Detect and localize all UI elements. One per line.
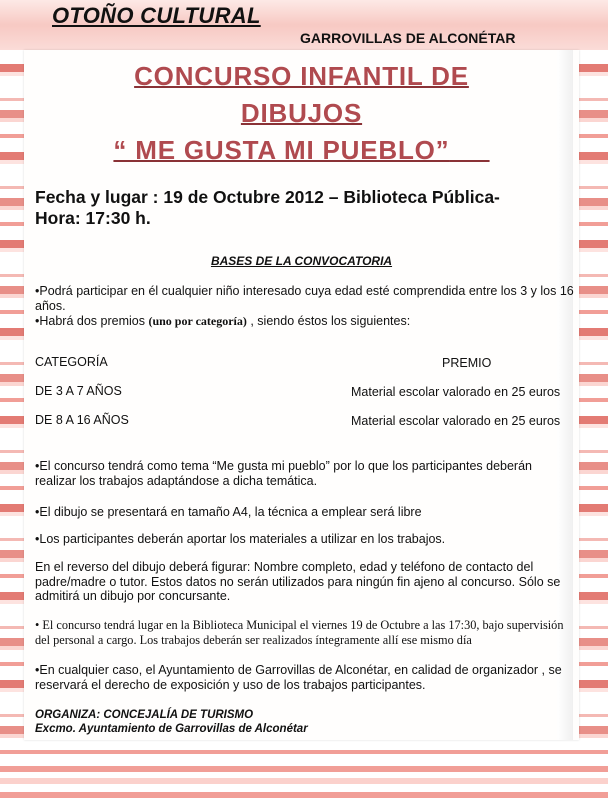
header-title: OTOÑO CULTURAL — [52, 3, 261, 28]
contest-title-line1: CONCURSO INFANTIL DE — [134, 61, 469, 91]
rule-theme: •El concurso tendrá como tema “Me gusta mi pueblo” por lo que los participantes deberán realizar los trabajos adaptándose a dicha temática. — [35, 459, 533, 488]
rule-rights: •En cualquier caso, el Ayuntamiento de Garrovillas de Alconétar, en calidad de organizador , se reservará el derecho de exposición y uso de los trabajos participantes. — [35, 663, 562, 692]
council-line: Excmo. Ayuntamiento de Garrovillas de Alconétar — [35, 723, 308, 735]
contest-title-line3: “ ME GUSTA MI PUEBLO” — [113, 135, 450, 165]
prize-col-category: CATEGORÍA — [35, 355, 108, 369]
rule-age: •Podrá participar en él cualquier niño interesado cuya edad esté comprendida entre los 3 y los 16 años. — [35, 284, 574, 313]
prize-col-prize: PREMIO — [442, 356, 492, 370]
rule-venue: • El concurso tendrá lugar en la Biblioteca Municipal el viernes 19 de Octubre a las 17:30, bajo supervisión del personal a cargo. Los trabajos deberán ser realizados íntegramente allí ese mismo día — [35, 618, 564, 647]
header-subtitle: GARROVILLAS DE ALCONÉTAR — [300, 30, 516, 46]
prize-row-prize: Material escolar valorado en 25 euros — [351, 385, 561, 399]
prize-row-category: DE 3 A 7 AÑOS — [35, 384, 122, 398]
rule-prizes-text-a: •Habrá dos premios — [35, 314, 149, 328]
bottom-stripes — [0, 758, 608, 800]
contest-title-line2: DIBUJOS — [240, 98, 363, 128]
date-place-text — [35, 187, 590, 229]
date-line: Fecha y lugar : 19 de Octubre 2012 – Biblioteca Pública- — [35, 187, 500, 207]
rule-reverse-info: En el reverso del dibujo deberá figurar: Nombre completo, edad y teléfono de contacto del padre/madre o tutor. Estos datos no serán utilizados para ningún fin ajeno al concurso. Sólo se admitirá un dibujo por concursante. — [35, 560, 561, 603]
rule-prizes-text-c: , siendo éstos los siguientes: — [246, 314, 411, 328]
organizer-line: ORGANIZA: CONCEJALÍA DE TURISMO — [35, 709, 254, 721]
rule-format: •El dibujo se presentará en tamaño A4, la técnica a emplear será libre — [35, 505, 422, 519]
poster-sheet — [24, 50, 579, 740]
prize-row-category: DE 8 A 16 AÑOS — [35, 413, 129, 427]
rule-materials: •Los participantes deberán aportar los materiales a utilizar en los trabajos. — [35, 532, 446, 546]
time-line: Hora: 17:30 h. — [35, 208, 151, 228]
rule-prizes — [35, 314, 575, 329]
prize-row-prize: Material escolar valorado en 25 euros — [351, 414, 561, 428]
rule-prizes-text-b: (uno por categoría) — [148, 314, 247, 328]
bases-heading: BASES DE LA CONVOCATORIA — [210, 254, 393, 268]
